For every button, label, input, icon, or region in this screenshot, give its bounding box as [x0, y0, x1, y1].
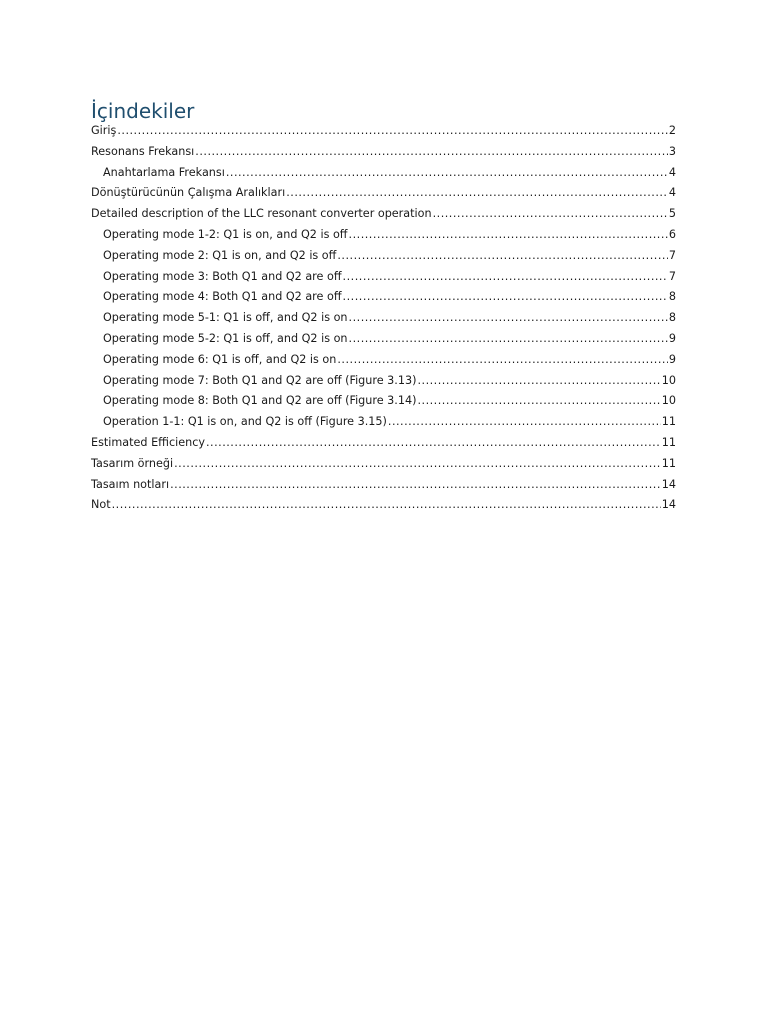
toc-dot-leader	[117, 121, 668, 142]
toc-dot-leader	[417, 371, 660, 392]
toc-entry-tasarim-ornegi[interactable]	[91, 454, 676, 475]
toc-page-number: 9	[668, 352, 676, 366]
toc-entry-text: Anahtarlama Frekansı	[103, 165, 225, 179]
toc-page-number: 4	[668, 186, 676, 200]
toc-dot-leader	[343, 287, 668, 308]
toc-entry-text: Giriş	[91, 124, 117, 137]
toc-entry-text: Dönüştürücünün Çalışma Aralıkları	[91, 186, 286, 200]
toc-entry-operating-mode-1-2[interactable]	[91, 225, 676, 246]
toc-entry-text: Operation 1-1: Q1 is on, and Q2 is off (Figure 3.15)	[103, 415, 387, 429]
toc-entry-text: Operating mode 5-1: Q1 is off, and Q2 is on	[103, 311, 348, 325]
toc-entry-text: Operating mode 1-2: Q1 is on, and Q2 is off	[103, 227, 348, 241]
toc-dot-leader	[433, 204, 668, 225]
toc-page-number: 8	[668, 290, 676, 304]
toc-entry-resonans-frekansi[interactable]	[91, 142, 676, 163]
toc-dot-leader	[343, 267, 668, 288]
toc-dot-leader	[349, 329, 668, 350]
toc-page-number: 3	[668, 144, 676, 158]
toc-page-number: 11	[661, 456, 676, 470]
toc-entry-operating-mode-4[interactable]	[91, 287, 676, 308]
toc-entry-text: Tasarım örneği	[91, 456, 174, 470]
toc-dot-leader	[337, 350, 668, 371]
toc-entry-operating-mode-8[interactable]	[91, 391, 676, 412]
toc-entry-operating-mode-5-2[interactable]	[91, 329, 676, 350]
toc-entry-operating-mode-6[interactable]	[91, 350, 676, 371]
toc-page-number: 5	[668, 207, 676, 221]
toc-title: İçindekiler	[91, 99, 195, 123]
toc-page-number: 7	[668, 269, 676, 283]
toc-page-number: 8	[668, 311, 676, 325]
toc-entry-not[interactable]	[91, 495, 676, 516]
toc-entry-text: Operating mode 8: Both Q1 and Q2 are off (Figure 3.14)	[103, 394, 417, 408]
toc-entry-text: Operating mode 7: Both Q1 and Q2 are off (Figure 3.13)	[103, 373, 417, 387]
toc-dot-leader	[226, 163, 668, 184]
toc-dot-leader	[388, 412, 661, 433]
toc-dot-leader	[174, 454, 661, 475]
toc-page-number: 4	[668, 165, 676, 179]
toc-entry-operation-1-1[interactable]	[91, 412, 676, 433]
toc-dot-leader	[349, 225, 668, 246]
toc-page-number: 7	[668, 248, 676, 262]
toc-dot-leader	[112, 495, 661, 516]
toc-entry-operating-mode-3[interactable]	[91, 267, 676, 288]
toc-entry-tasaim-notlari[interactable]	[91, 475, 676, 496]
toc-page-number: 10	[661, 373, 676, 387]
toc-entry-text: Operating mode 5-2: Q1 is off, and Q2 is on	[103, 331, 348, 345]
toc-entry-operating-mode-2[interactable]	[91, 246, 676, 267]
toc-entry-detailed-description[interactable]	[91, 204, 676, 225]
toc-dot-leader	[170, 475, 661, 496]
toc-entry-operating-mode-5-1[interactable]	[91, 308, 676, 329]
toc-page-number: 14	[661, 498, 676, 512]
toc-dot-leader	[195, 142, 668, 163]
toc-entry-text: Tasaım notları	[91, 477, 170, 491]
toc-entry-text: Operating mode 6: Q1 is off, and Q2 is on	[103, 352, 337, 366]
toc-page-number: 2	[668, 124, 676, 137]
toc-entry-giris[interactable]	[91, 121, 676, 142]
toc-dot-leader	[337, 246, 668, 267]
toc-page-number: 11	[661, 435, 676, 449]
toc-entry-text: Resonans Frekansı	[91, 144, 195, 158]
toc-dot-leader	[206, 433, 661, 454]
toc-entry-text: Operating mode 3: Both Q1 and Q2 are off	[103, 269, 342, 283]
toc-entry-estimated-efficiency[interactable]	[91, 433, 676, 454]
toc-entry-text: Estimated Efficiency	[91, 435, 205, 449]
toc-dot-leader	[417, 391, 660, 412]
toc-page-number: 9	[668, 331, 676, 345]
toc-entry-text: Detailed description of the LLC resonant converter operation	[91, 207, 432, 221]
toc-page-number: 10	[661, 394, 676, 408]
toc-dot-leader	[349, 308, 668, 329]
toc-entry-operating-mode-7[interactable]	[91, 371, 676, 392]
toc-entry-text: Operating mode 2: Q1 is on, and Q2 is off	[103, 248, 337, 262]
toc-list	[91, 121, 676, 516]
toc-entry-calisma-araliklari[interactable]	[91, 183, 676, 204]
toc-entry-text: Operating mode 4: Both Q1 and Q2 are off	[103, 290, 342, 304]
toc-entry-anahtarlama-frekansi[interactable]	[91, 163, 676, 184]
toc-page-number: 6	[668, 227, 676, 241]
toc-entry-text: Not	[91, 498, 111, 512]
toc-page-number: 14	[661, 477, 676, 491]
toc-dot-leader	[286, 183, 668, 204]
toc-page-number: 11	[661, 415, 676, 429]
